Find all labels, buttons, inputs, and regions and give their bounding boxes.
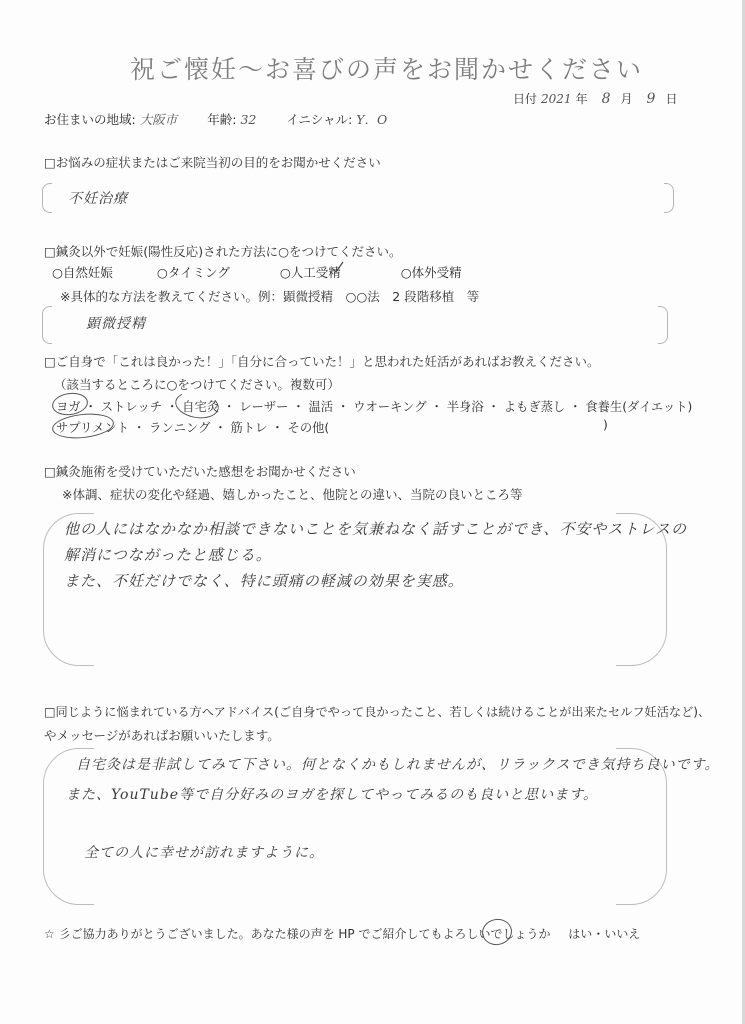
day-suffix: 日 <box>665 92 678 106</box>
age-label: 年齢: <box>207 112 237 127</box>
q5-question-line-2: やメッセージがあればお願いいたします。 <box>44 728 280 743</box>
q4-answer-line-2: 解消につながったと感じる。 <box>64 546 272 564</box>
option-ivf[interactable]: ○体外受精 <box>400 265 462 280</box>
q5-answer-line-2: また、YouTube等で自分好みのヨガを探してやってみるのも良いと思います。 <box>66 787 598 803</box>
consent-yes[interactable]: はい <box>568 927 593 941</box>
year-suffix: 年 <box>575 92 588 106</box>
q4-note: ※体調、症状の変化や経過、嬉しかったこと、他院との違い、当院の良いところ等 <box>62 487 523 502</box>
q2-bracket-right <box>658 306 668 344</box>
option-artificial-insemination[interactable]: ○人工受精 <box>279 265 341 280</box>
box-gap-top <box>94 512 616 515</box>
initials-label: イニシャル: <box>286 112 353 127</box>
date-day[interactable]: 9 <box>646 91 656 107</box>
page-title: 祝ご懐妊〜お喜びの声をお聞かせください <box>130 55 644 84</box>
q2-bracket-left <box>42 306 52 344</box>
consent-separator: ・ <box>592 927 605 941</box>
consent-text: ☆ 彡ご協力ありがとうございました。あなた様の声を HP でご紹介してもよろしいでしょうか <box>44 927 551 941</box>
circle-home-moxa <box>173 388 221 421</box>
q5-question-line-1: □同じように悩まれている方へアドバイス(ご自身でやって良かったこと、若しくは続けることが出来たセルフ妊活など)、 <box>44 705 711 719</box>
date-year[interactable]: 2021 <box>541 92 572 106</box>
q2-method-answer[interactable]: 顕微授精 <box>86 316 146 332</box>
q1-bracket-right <box>664 183 674 213</box>
box-gap-bottom <box>94 903 616 906</box>
box-gap-bottom <box>94 664 616 667</box>
q1-bracket-left <box>42 183 52 213</box>
consent-no[interactable]: いいえ <box>604 927 641 941</box>
region-field <box>44 112 177 127</box>
q5-answer-line-1: 自宅灸は是非試してみて下さい。何となくかもしれませんが、リラックスでき気持ち良いです。 <box>76 757 720 773</box>
q1-question: □お悩みの症状またはご来院当初の目的をお聞かせください <box>44 155 381 170</box>
date-month[interactable]: 8 <box>601 91 611 107</box>
q4-answer-line-1: 他の人にはなかなか相談できないことを気兼ねなく話すことができ、不安やストレスの <box>64 520 687 538</box>
initials-value[interactable]: Y．O <box>356 112 388 127</box>
q1-answer[interactable]: 不妊治療 <box>68 191 128 207</box>
date-field <box>513 90 681 107</box>
age-value[interactable]: 32 <box>240 112 257 127</box>
initials-field <box>286 112 387 127</box>
region-value[interactable]: 大阪市 <box>139 112 178 127</box>
q3-note: （該当するところに○をつけてください。複数可） <box>54 377 340 392</box>
q2-question: □鍼灸以外で妊娠(陽性反応)された方法に○をつけてください。 <box>44 244 402 259</box>
q5-answer-line-3: 全ての人に幸せが訪れますように。 <box>84 845 324 861</box>
q3-other-close: ) <box>603 418 608 432</box>
box-gap-top <box>94 747 616 750</box>
circle-consent-yes <box>480 917 514 948</box>
q4-answer-line-3: また、不妊だけでなく、特に頭痛の軽減の効果を実感。 <box>64 572 464 590</box>
q3-options-row2[interactable]: サプリメント ・ ランニング ・ 筋トレ ・ その他( <box>56 421 330 435</box>
option-natural[interactable]: ○自然妊娠 <box>52 265 113 280</box>
age-field <box>207 112 256 127</box>
q2-options <box>52 263 502 281</box>
circle-supplement <box>51 411 115 441</box>
respondent-info <box>44 110 413 128</box>
month-suffix: 月 <box>620 92 633 106</box>
date-label: 日付 <box>513 92 538 106</box>
region-label: お住まいの地域: <box>44 112 136 127</box>
q3-question: □ご自身で「これは良かった！」「自分に合っていた！」と思われた妊活があればお教えください。 <box>44 354 600 369</box>
q3-options-row1[interactable]: ヨガ ・ ストレッチ ・ 自宅灸 ・ レーザー ・ 温活 ・ ウオーキング ・ 半身浴 ・ よもぎ蒸し ・ 食養生(ダイエット) <box>56 400 693 414</box>
option-timing[interactable]: ○タイミング <box>156 265 230 280</box>
q2-method-prompt: ※具体的な方法を教えてください。例：顕微授精 ○○法 2 段階移植 等 <box>60 289 480 304</box>
ivf-check-mark-icon <box>330 260 346 276</box>
consent-row <box>44 925 640 942</box>
q4-question: □鍼灸施術を受けていただいた感想をお聞かせください <box>44 464 356 479</box>
